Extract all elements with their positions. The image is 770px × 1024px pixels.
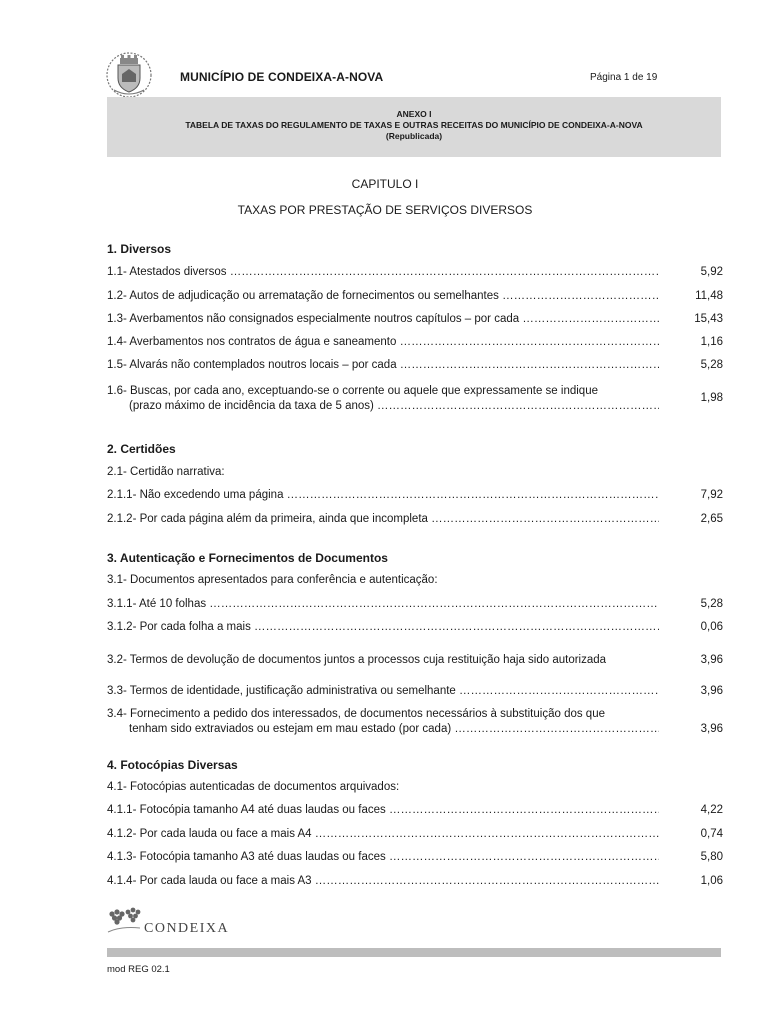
- fee-label: 2.1.2- Por cada página além da primeira, ainda que incompleta ……………………………………………………………………………………………………………………………………………………………………………………………: [107, 513, 659, 525]
- fee-label: 3.2- Termos de devolução de documentos juntos a processos cuja restituição haja sido autorizada: [107, 654, 607, 666]
- condeixa-brand: CONDEIXA: [144, 921, 230, 936]
- section-heading: 3. Autenticação e Fornecimentos de Documentos: [107, 551, 388, 565]
- fee-value: 11,48: [695, 290, 723, 302]
- fee-value: 1,16: [700, 336, 723, 348]
- fee-label: 1.6- Buscas, por cada ano, exceptuando-se o corrente ou aquele que expressamente se indique: [107, 385, 598, 397]
- fee-label: 3.3- Termos de identidade, justificação administrativa ou semelhante ……………………………………………………………………………………………………………………………………………………………………………………………: [107, 685, 659, 697]
- page-number: Página 1 de 19: [590, 72, 658, 83]
- chapter-label: CAPITULO I: [351, 177, 419, 191]
- fee-value: 5,28: [700, 359, 723, 371]
- fee-value: 5,80: [700, 851, 723, 863]
- fee-label: 4.1.3- Fotocópia tamanho A3 até duas laudas ou faces ……………………………………………………………………………………………………………………………………………………………………………………………: [107, 851, 659, 863]
- fee-label: 2.1.1- Não excedendo uma página ……………………………………………………………………………………………………………………………………………………………………………………………: [107, 489, 659, 501]
- fee-label: 4.1.1- Fotocópia tamanho A4 até duas laudas ou faces ……………………………………………………………………………………………………………………………………………………………………………………………: [107, 804, 659, 816]
- fee-value: 1,06: [700, 875, 723, 887]
- annex-republished: (Republicada): [385, 131, 443, 141]
- fee-value: 5,92: [700, 266, 723, 278]
- fee-label: 3.1.2- Por cada folha a mais ……………………………………………………………………………………………………………………………………………………………………………………………: [107, 621, 659, 633]
- fee-label: 1.3- Averbamentos não consignados especialmente noutros capítulos – por cada ……………………………………………………………………………………………………………………………………………………………………………………………: [107, 313, 659, 325]
- fee-label: 3.4- Fornecimento a pedido dos interessados, de documentos necessários à substituição dos que: [107, 708, 605, 720]
- fee-label: 1.4- Averbamentos nos contratos de água e saneamento ……………………………………………………………………………………………………………………………………………………………………………………………: [107, 336, 659, 348]
- fee-value: 15,43: [694, 313, 723, 325]
- subsection-label: 3.1- Documentos apresentados para conferência e autenticação:: [107, 574, 438, 586]
- fee-value: 3,96: [700, 723, 723, 735]
- fee-label: 1.5- Alvarás não contemplados noutros locais – por cada ……………………………………………………………………………………………………………………………………………………………………………………………: [107, 359, 659, 371]
- fee-value: 0,06: [700, 621, 723, 633]
- footer-bar: [107, 948, 721, 957]
- annex-banner: [107, 97, 721, 157]
- fee-value: 3,96: [700, 654, 723, 666]
- fee-label: 3.1.1- Até 10 folhas ……………………………………………………………………………………………………………………………………………………………………………………………: [107, 598, 659, 610]
- subsection-label: 2.1- Certidão narrativa:: [107, 466, 225, 478]
- fee-label-continuation: tenham sido extraviados ou estejam em mau estado (por cada) ……………………………………………………………………………………………………………………………………………: [129, 723, 659, 735]
- fee-value: 0,74: [700, 828, 723, 840]
- fee-label: 4.1.2- Por cada lauda ou face a mais A4 ……………………………………………………………………………………………………………………………………………………………………………………………: [107, 828, 659, 840]
- annex-title: ANEXO I: [396, 109, 432, 119]
- fee-label: 1.1- Atestados diversos ……………………………………………………………………………………………………………………………………………………………………………………………: [107, 266, 659, 278]
- fee-value: 2,65: [700, 513, 723, 525]
- fee-value: 7,92: [700, 489, 723, 501]
- model-reference: mod REG 02.1: [107, 964, 170, 975]
- fee-label: 4.1.4- Por cada lauda ou face a mais A3 ……………………………………………………………………………………………………………………………………………………………………………………………: [107, 875, 659, 887]
- fee-value: 5,28: [700, 598, 723, 610]
- fee-label-continuation: (prazo máximo de incidência da taxa de 5 anos) ……………………………………………………………………………………………………………………………………………: [129, 400, 659, 412]
- subsection-label: 4.1- Fotocópias autenticadas de documentos arquivados:: [107, 781, 400, 793]
- chapter-title: TAXAS POR PRESTAÇÃO DE SERVIÇOS DIVERSOS: [237, 203, 533, 217]
- fee-label: 1.2- Autos de adjudicação ou arrematação de fornecimentos ou semelhantes ……………………………………………………………………………………………………………………………………………………………………………………………: [107, 290, 659, 302]
- municipality-name: MUNICÍPIO DE CONDEIXA-A-NOVA: [180, 70, 384, 84]
- annex-subtitle: TABELA DE TAXAS DO REGULAMENTO DE TAXAS E OUTRAS RECEITAS DO MUNICÍPIO DE CONDEIXA-A-NOVA: [185, 120, 643, 130]
- municipal-crest-icon: [104, 50, 154, 100]
- fee-value: 1,98: [700, 392, 723, 404]
- fee-value: 4,22: [700, 804, 723, 816]
- fee-value: 3,96: [700, 685, 723, 697]
- section-heading: 4. Fotocópias Diversas: [107, 758, 238, 772]
- section-heading: 1. Diversos: [107, 242, 172, 256]
- section-heading: 2. Certidões: [107, 442, 176, 456]
